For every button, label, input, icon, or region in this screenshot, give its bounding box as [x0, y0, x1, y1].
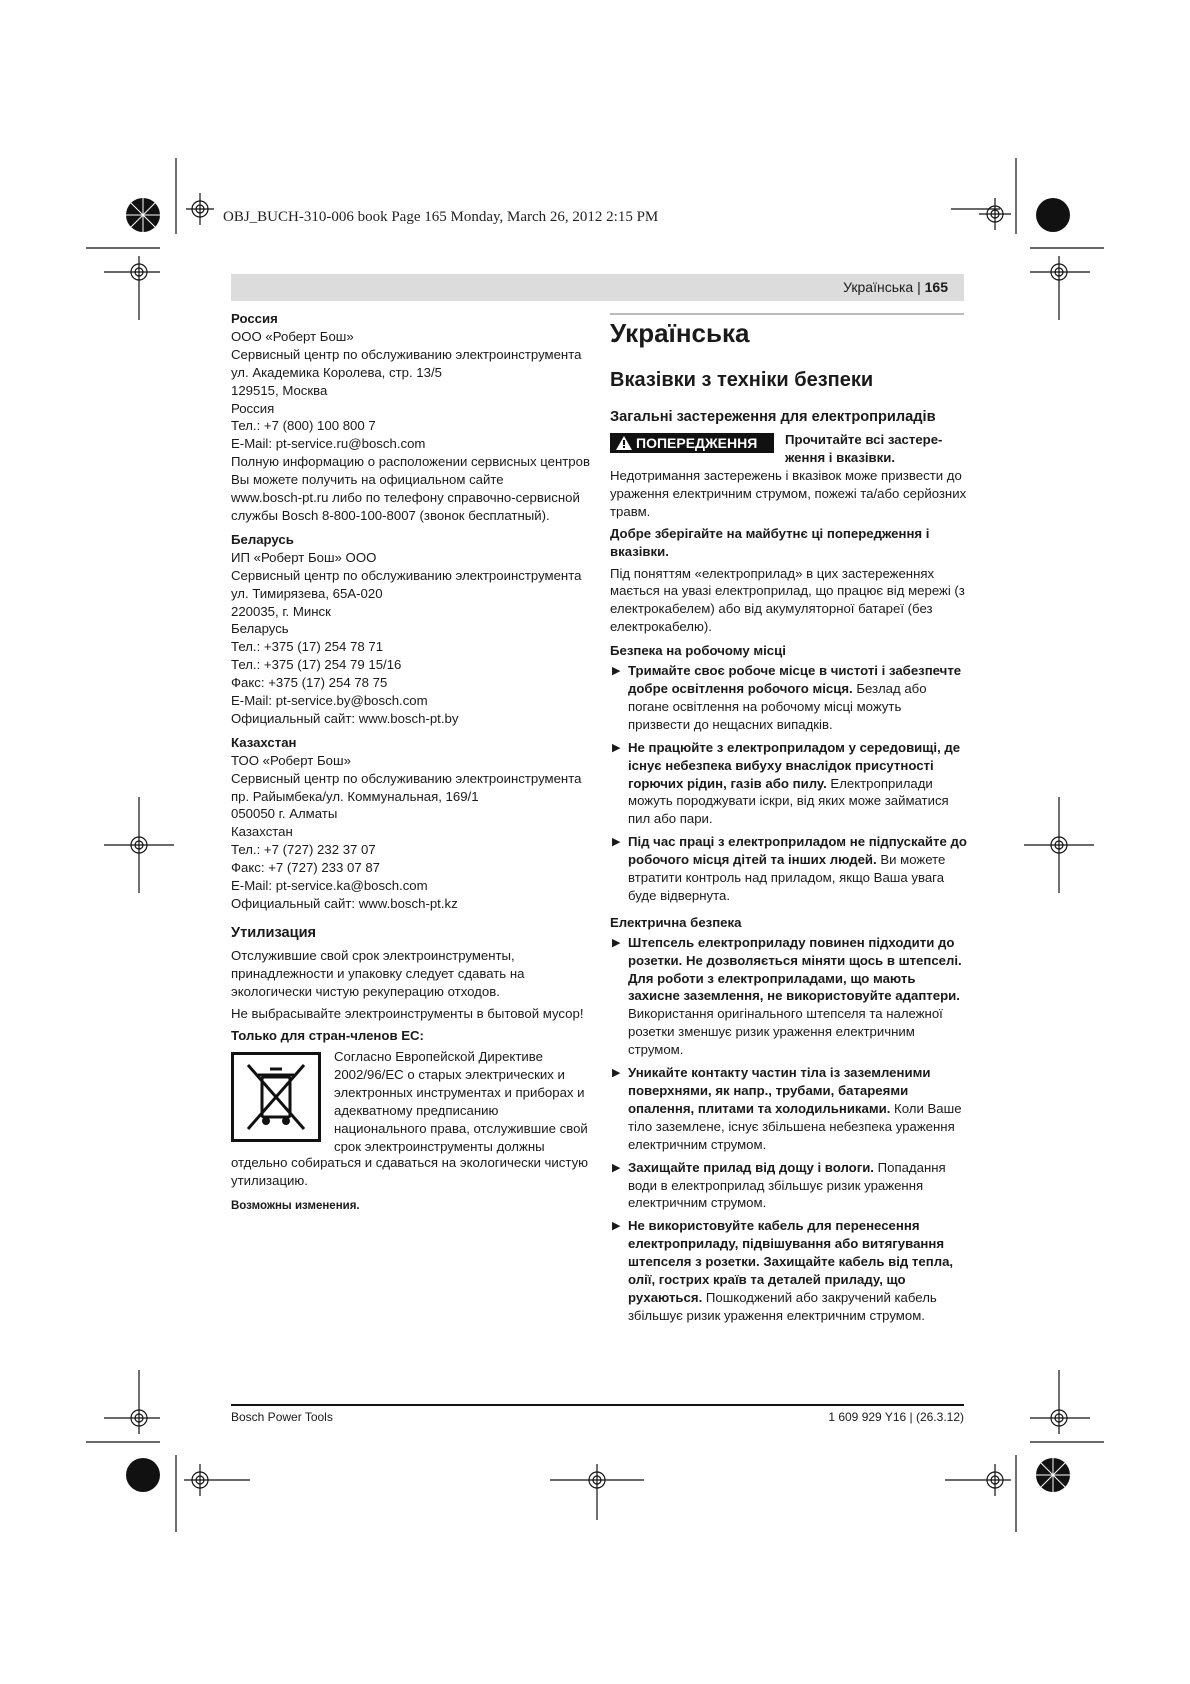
eu-directive-text: [334, 1048, 589, 1156]
workplace-list: [610, 662, 967, 905]
bullet-arrow-icon: ▶: [612, 665, 621, 678]
workplace-title: Безпека на робочому місці: [610, 643, 786, 659]
print-slug: OBJ_BUCH-310-006 book Page 165 Monday, March 26, 2012 2:15 PM: [223, 209, 659, 225]
list-item: ▶ Не використовуйте кабель для перенесення електроприладу, підвішування або витягування штепселя з розетки. Захищайте кабель від тепла, олії, гострих країв та деталей приладу, що рухаються. Пошкоджений або закручений кабель збільшує ризик ураження електричним струмом.: [612, 1218, 954, 1323]
kazakhstan-title: Казахстан: [231, 734, 297, 750]
address-line: ул. Академика Королева, стр. 13/5: [231, 364, 442, 380]
header-text: [843, 279, 948, 295]
email-line: E-Mail: pt-service.by@bosch.com: [231, 693, 428, 709]
page-number: 165: [924, 279, 948, 295]
bullet-arrow-icon: ▶: [612, 1220, 621, 1233]
website-line: Официальный сайт: www.bosch-pt.kz: [231, 896, 458, 911]
left-column: [231, 310, 591, 1216]
phone-line: Тел.: +375 (17) 254 78 71: [231, 639, 384, 655]
address-line: Россия: [231, 400, 275, 416]
belarus-block: [231, 549, 591, 728]
footer-rule: [231, 1404, 964, 1406]
kazakhstan-block: [231, 752, 591, 913]
address-line: Сервисный центр по обслуживанию электроинструмента: [231, 567, 582, 583]
address-line: Сервисный центр по обслуживанию электроинструмента: [231, 770, 582, 786]
header-section: Українська: [843, 279, 914, 295]
address-line: 220035, г. Минск: [231, 603, 331, 619]
list-item: ▶ Уникайте контакту частин тіла із заземленими поверхнями, як напр., трубами, батареями опалення, плитами та холодильниками. Коли Ваше тіло заземлене, існує збільшена небезпека ураження електричним струмом.: [612, 1065, 962, 1152]
right-column: [610, 317, 967, 1330]
info-line: Полную информацию о расположении сервисных центров: [231, 454, 590, 470]
term-definition: Під поняттям «електроприлад» в цих застереженнях мається на увазі електроприлад, що працює від мережі (з електрокабелем) або від акумуляторної батареї (без електрокабелю).: [610, 565, 965, 635]
directive-line: срок электроинструменты должны: [334, 1139, 545, 1155]
phone-line: Тел.: +375 (17) 254 79 15/16: [231, 657, 402, 673]
list-item: ▶ Захищайте прилад від дощу і вологи. Попадання води в електроприлад збільшує ризик ураження електричним струмом.: [612, 1159, 946, 1211]
address-line: ООО «Роберт Бош»: [231, 328, 354, 344]
eu-title: Только для стран-членов ЕС:: [231, 1027, 424, 1043]
address-line: 129515, Москва: [231, 382, 328, 398]
bullet-arrow-icon: ▶: [612, 1067, 621, 1080]
fax-line: Факс: +7 (727) 233 07 87: [231, 860, 381, 876]
warning-badge: [610, 433, 774, 453]
language-title: Українська: [610, 318, 750, 348]
bullet-arrow-icon: ▶: [612, 741, 621, 754]
warning-triangle-icon: [616, 436, 632, 450]
directive-line: 2002/96/ЕС о старых электрических и: [334, 1067, 565, 1083]
phone-line: Тел.: +7 (800) 100 800 7: [231, 418, 376, 434]
list-item: ▶ Не працюйте з електроприладом у середовищі, де існує небезпека вибуху внаслідок присутності горючих рідин, газів або пилу. Електроприлади можуть породжувати іскри, від яких може займатися пил або пари.: [612, 739, 961, 827]
disposal-title: Утилизация: [231, 924, 317, 941]
warning-row: [610, 431, 967, 467]
nonobservance-paragraph: Недотримання застережень і вказівок може призвести до ураження електричним струмом, пожежі та/або серйозних травм.: [610, 468, 967, 519]
eu-directive-continuation: отдельно собираться и сдаваться на экологически чистую утилизацию.: [231, 1155, 589, 1189]
warning-text: Прочитайте всі застере- ження і вказівки.: [785, 432, 943, 465]
address-line: Казахстан: [231, 824, 293, 840]
directive-line: Согласно Европейской Директиве: [334, 1049, 543, 1065]
address-line: ТОО «Роберт Бош»: [231, 752, 351, 768]
page-header: [231, 274, 964, 301]
bullet-arrow-icon: ▶: [612, 836, 621, 849]
list-item: ▶ Тримайте своє робоче місце в чистоті і забезпечте добре освітлення робочого місця. Безлад або погане освітлення на робочому місці можуть призвести до нещасних випадків.: [612, 663, 962, 732]
warning-label: ПОПЕРЕДЖЕННЯ: [636, 435, 758, 451]
info-line: Вы можете получить на официальном сайте: [231, 472, 504, 488]
website-line: Официальный сайт: www.bosch-pt.by: [231, 710, 459, 726]
bullet-arrow-icon: ▶: [612, 936, 621, 949]
list-item: ▶ Штепсель електроприладу повинен підходити до розетки. Не дозволяється міняти щось в штепселі. Для роботи з електроприладами, що мають захисне заземлення, не використовуйте адаптери. Використання оригінального штепселя та належної розетки зменшує ризик ураження електричним струмом.: [612, 934, 962, 1058]
russia-block: [231, 328, 591, 525]
address-line: пр. Райымбека/ул. Коммунальная, 169/1: [231, 788, 479, 804]
weee-crossed-bin-icon: [231, 1052, 321, 1142]
info-line: www.bosch-pt.ru либо по телефону справочно-сервисной: [231, 490, 580, 506]
info-line: службы Bosch 8-800-100-8007 (звонок бесплатный).: [231, 507, 550, 523]
address-line: 050050 г. Алматы: [231, 806, 338, 822]
email-line: E-Mail: pt-service.ru@bosch.com: [231, 436, 426, 452]
disposal-warning: Не выбрасывайте электроинструменты в бытовой мусор!: [231, 1005, 584, 1021]
directive-line: электронных инструментах и приборах и: [334, 1085, 585, 1101]
header-separator: |: [913, 279, 925, 295]
disposal-paragraph: Отслужившие свой срок электроинструменты, принадлежности и упаковку следует сдавать на экологически чистую рекуперацию отходов.: [231, 947, 525, 999]
address-line: ИП «Роберт Бош» ООО: [231, 549, 377, 565]
email-line: E-Mail: pt-service.ka@bosch.com: [231, 878, 428, 894]
address-line: Сервисный центр по обслуживанию электроинструмента: [231, 346, 582, 362]
footer-brand: Bosch Power Tools: [231, 1410, 333, 1424]
electric-list: [610, 934, 967, 1325]
footer-code: 1 609 929 Y16 | (26.3.12): [828, 1410, 964, 1424]
column-rule: [610, 313, 964, 315]
directive-line: адекватному предписанию: [334, 1103, 499, 1119]
belarus-title: Беларусь: [231, 531, 294, 547]
keep-instructions: Добре зберігайте на майбутнє ці попередження і вказівки.: [610, 525, 930, 559]
address-line: Беларусь: [231, 621, 289, 637]
bullet-arrow-icon: ▶: [612, 1161, 621, 1174]
changes-note: Возможны изменения.: [231, 1200, 360, 1213]
electric-title: Електрична безпека: [610, 914, 742, 930]
weee-section: [231, 1048, 591, 1160]
general-warnings-title: Загальні застереження для електроприладів: [610, 409, 936, 425]
fax-line: Факс: +375 (17) 254 78 75: [231, 675, 388, 691]
list-item: ▶ Під час праці з електроприладом не підпускайте до робочого місця дітей та інших людей. Ви можете втратити контроль над приладом, якщо Ваша увага буде відвернута.: [612, 834, 967, 903]
russia-title: Россия: [231, 311, 278, 326]
phone-line: Тел.: +7 (727) 232 37 07: [231, 842, 376, 858]
safety-title: Вказівки з техніки безпеки: [610, 369, 874, 391]
address-line: ул. Тимирязева, 65А-020: [231, 585, 383, 601]
directive-line: национального права, отслужившие свой: [334, 1121, 588, 1137]
